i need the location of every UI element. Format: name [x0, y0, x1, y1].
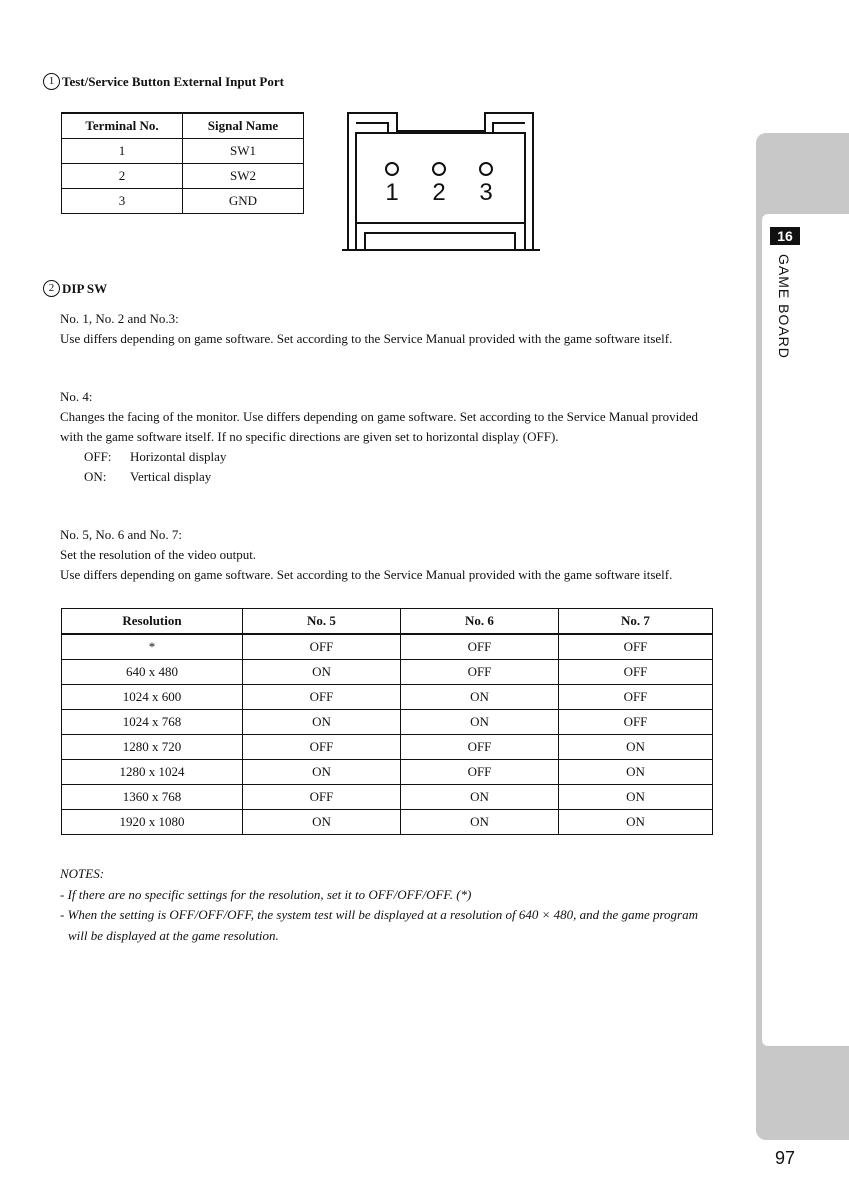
table-row: [62, 189, 304, 214]
pin-2-icon: [433, 163, 445, 175]
table-cell: 1920 x 1080: [62, 810, 243, 835]
section2-title: DIP SW: [62, 280, 108, 296]
table-cell: OFF: [401, 735, 559, 760]
dip-4-line2: with the game software itself. If no specific directions are given set to horizontal display (OFF).: [60, 429, 559, 444]
table-cell: 2: [62, 164, 183, 189]
table-cell: ON: [243, 660, 401, 685]
table-row: [62, 164, 304, 189]
terminal-header: Terminal No.: [62, 113, 183, 139]
no5-header: No. 5: [243, 609, 401, 635]
table-cell: OFF: [401, 760, 559, 785]
table-cell: OFF: [243, 735, 401, 760]
pin-3-icon: [480, 163, 492, 175]
table-cell: 1024 x 768: [62, 710, 243, 735]
terminal-table: [61, 112, 304, 214]
section2-heading: [43, 280, 107, 297]
table-cell: *: [62, 634, 243, 660]
note-line: - When the setting is OFF/OFF/OFF, the system test will be displayed at a resolution of 640 × 480, and the game program: [60, 907, 698, 922]
table-cell: 3: [62, 189, 183, 214]
dip-1-3-title: No. 1, No. 2 and No.3:: [60, 311, 179, 326]
table-cell: OFF: [243, 634, 401, 660]
table-cell: SW1: [183, 139, 304, 164]
option-key: OFF:: [84, 449, 112, 464]
table-cell: OFF: [243, 785, 401, 810]
connector-left-latch: [356, 123, 388, 223]
table-cell: ON: [401, 710, 559, 735]
option-key: ON:: [84, 469, 107, 484]
table-cell: ON: [243, 760, 401, 785]
table-cell: OFF: [559, 710, 713, 735]
dip-5-7-line2: Use differs depending on game software. Set according to the Service Manual provided with the game software itself.: [60, 567, 673, 582]
table-cell: ON: [401, 785, 559, 810]
dip-5-7-title: No. 5, No. 6 and No. 7:: [60, 527, 183, 542]
dip-4-option-on: [84, 467, 211, 487]
table-row: [62, 634, 713, 660]
section1-title: Test/Service Button External Input Port: [62, 73, 284, 89]
note-line: - If there are no specific settings for the resolution, set it to OFF/OFF/OFF. (*): [60, 886, 472, 902]
notes-title: NOTES:: [60, 866, 105, 881]
table-row: [62, 710, 713, 735]
option-value: Vertical display: [130, 469, 212, 484]
section1-number: 1: [43, 73, 60, 90]
notes: [60, 864, 698, 946]
table-cell: 640 x 480: [62, 660, 243, 685]
connector-right-latch: [493, 123, 525, 223]
table-cell: ON: [401, 685, 559, 710]
table-row: [62, 139, 304, 164]
connector-key: [365, 233, 515, 250]
table-row: [62, 785, 713, 810]
dip-4-option-off: [84, 447, 226, 467]
pin-1-icon: [386, 163, 398, 175]
table-cell: 1: [62, 139, 183, 164]
table-cell: ON: [401, 810, 559, 835]
table-cell: 1024 x 600: [62, 685, 243, 710]
page-number: 97: [774, 1148, 796, 1168]
table-cell: OFF: [559, 634, 713, 660]
table-row: [62, 660, 713, 685]
table-cell: OFF: [243, 685, 401, 710]
option-value: Horizontal display: [130, 449, 227, 464]
table-cell: ON: [243, 810, 401, 835]
table-cell: ON: [559, 735, 713, 760]
table-row: [62, 760, 713, 785]
table-cell: ON: [559, 810, 713, 835]
table-cell: OFF: [559, 660, 713, 685]
table-row: [62, 735, 713, 760]
table-cell: 1360 x 768: [62, 785, 243, 810]
table-cell: ON: [243, 710, 401, 735]
table-cell: OFF: [401, 660, 559, 685]
dip-4-line1: Changes the facing of the monitor. Use differs depending on game software. Set according to the Service Manual provided: [60, 409, 699, 424]
table-cell: OFF: [401, 634, 559, 660]
chapter-number: 16: [770, 227, 800, 245]
table-cell: 1280 x 720: [62, 735, 243, 760]
resolution-header: Resolution: [62, 609, 243, 635]
table-cell: ON: [559, 785, 713, 810]
table-cell: GND: [183, 189, 304, 214]
chapter-title: GAME BOARD: [776, 254, 792, 359]
pin-2-label: 2: [432, 179, 446, 206]
table-cell: OFF: [559, 685, 713, 710]
connector-diagram: [330, 105, 550, 255]
table-cell: 1280 x 1024: [62, 760, 243, 785]
connector-lower-frame: [356, 223, 525, 250]
table-cell: SW2: [183, 164, 304, 189]
dip-5-7-line1: Set the resolution of the video output.: [60, 547, 257, 562]
signal-header: Signal Name: [183, 113, 304, 139]
section2-number: 2: [43, 280, 60, 297]
section1-heading: [43, 73, 284, 90]
no7-header: No. 7: [559, 609, 713, 635]
table-cell: ON: [559, 760, 713, 785]
table-row: [62, 685, 713, 710]
dip-4-title: No. 4:: [60, 389, 93, 404]
pin-1-label: 1: [385, 179, 399, 206]
dip-1-3-text: Use differs depending on game software. Set according to the Service Manual provided with the game software itself.: [60, 331, 673, 346]
no6-header: No. 6: [401, 609, 559, 635]
note-line: will be displayed at the game resolution.: [68, 927, 279, 943]
resolution-table: [61, 608, 713, 835]
pin-3-label: 3: [479, 179, 493, 206]
table-row: [62, 810, 713, 835]
